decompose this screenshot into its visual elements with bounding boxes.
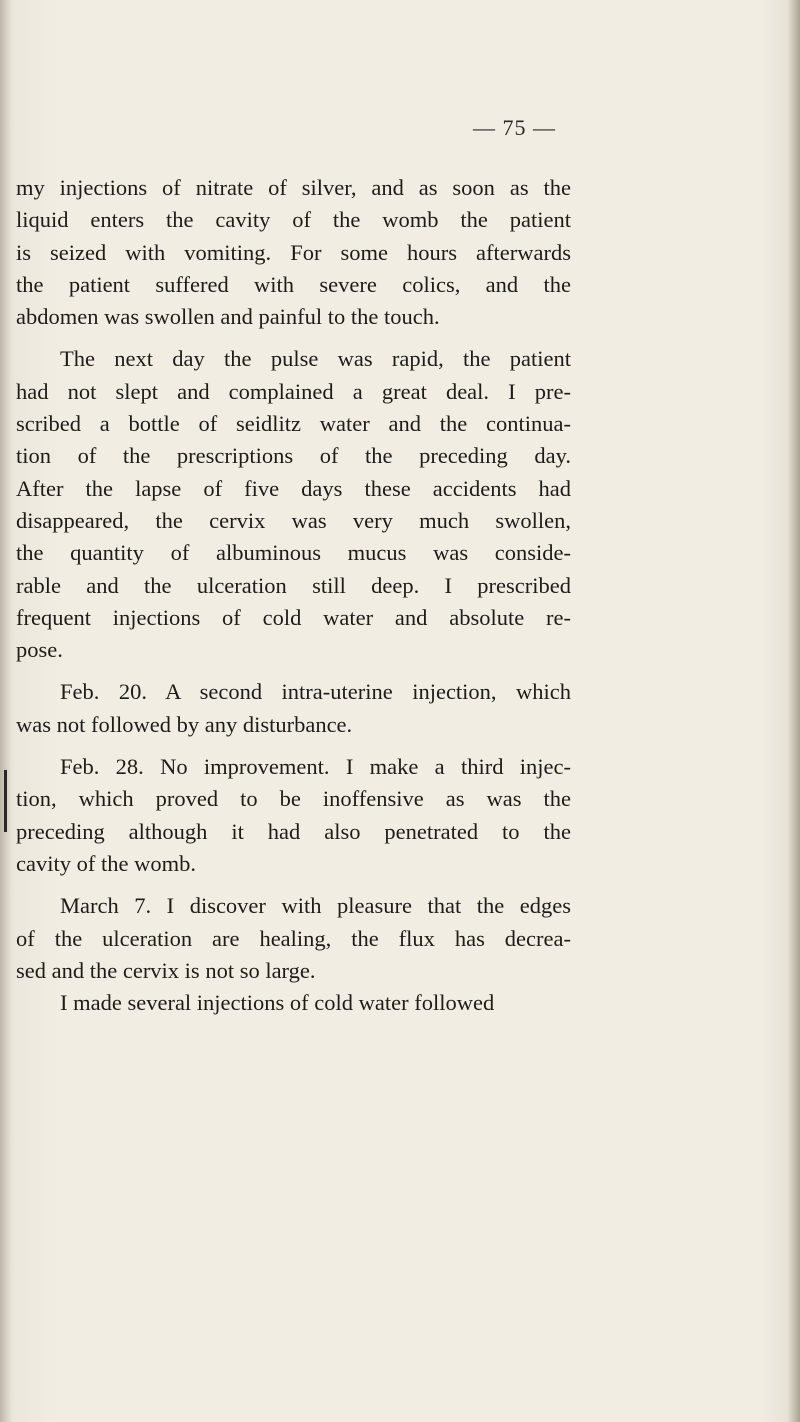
text-line: frequent injections of cold water and absolute re- [16, 604, 571, 630]
paragraph-1 [16, 172, 571, 333]
paragraph-6 [16, 987, 571, 1019]
text-line: scribed a bottle of seidlitz water and the continua- [16, 411, 571, 437]
text-line: After the lapse of five days these accidents had [16, 475, 571, 501]
left-page-edge [0, 0, 10, 1422]
text-line: March 7. I discover with pleasure that the edges [60, 893, 571, 919]
text-line: tion of the prescriptions of the preceding day. [16, 443, 571, 469]
text-line: tion, which proved to be inoffensive as was the [16, 786, 571, 812]
text-line: liquid enters the cavity of the womb the patient [16, 207, 571, 233]
text-line: I made several injections of cold water followed [60, 990, 495, 1016]
text-line: Feb. 28. No improvement. I make a third injec- [60, 754, 571, 780]
paragraph-5 [16, 890, 571, 987]
margin-mark [4, 770, 7, 832]
text-line: is seized with vomiting. For some hours afterwards [16, 239, 571, 265]
text-line: of the ulceration are healing, the flux has decrea- [16, 925, 571, 951]
text-line: disappeared, the cervix was very much swollen, [16, 507, 571, 533]
text-line: cavity of the womb. [16, 850, 196, 876]
page-number: — 75 — [473, 115, 556, 140]
text-line: pose. [16, 637, 63, 663]
right-page-edge [788, 0, 800, 1422]
text-line: The next day the pulse was rapid, the patient [60, 346, 571, 372]
text-line: the patient suffered with severe colics, and the [16, 271, 571, 297]
text-line: preceding although it had also penetrated to the [16, 818, 571, 844]
text-line: rable and the ulceration still deep. I prescribed [16, 572, 571, 598]
paragraph-4 [16, 751, 571, 880]
text-line: the quantity of albuminous mucus was conside- [16, 540, 571, 566]
text-line: had not slept and complained a great deal. I pre- [16, 378, 571, 404]
body-text [16, 172, 571, 1019]
paragraph-2 [16, 343, 571, 666]
text-line: my injections of nitrate of silver, and as soon as the [16, 175, 571, 200]
text-line: Feb. 20. A second intra-uterine injection, which [60, 679, 571, 705]
text-line: abdomen was swollen and painful to the touch. [16, 304, 440, 330]
text-line: was not followed by any disturbance. [16, 711, 353, 737]
paragraph-3 [16, 676, 571, 741]
text-line: sed and the cervix is not so large. [16, 957, 316, 983]
